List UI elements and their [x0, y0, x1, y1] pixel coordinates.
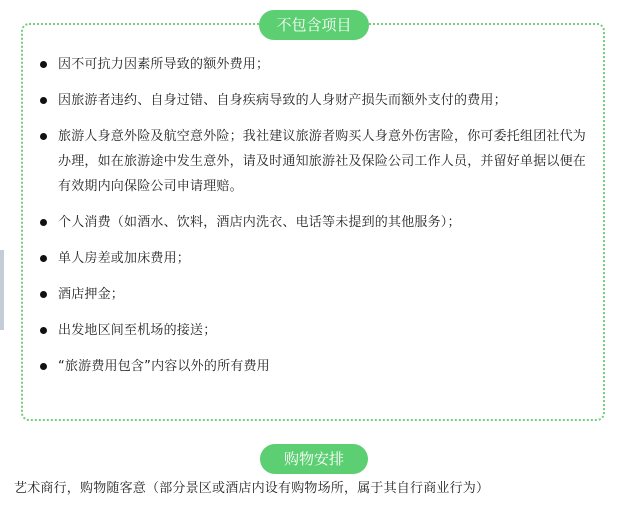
- list-item: [38, 210, 598, 235]
- shopping-arrangement-text: 艺术商行，购物随客意（部分景区或酒店内设有购物场所，属于其自行商业行为）: [14, 481, 490, 496]
- bullet-icon: [40, 133, 47, 140]
- shopping-arrangement-title: 购物安排: [260, 444, 368, 474]
- list-item: [38, 124, 598, 199]
- excluded-items-title: 不包含项目: [259, 10, 369, 40]
- excluded-items-list: [38, 52, 598, 390]
- list-item-text: 因不可抗力因素所导致的额外费用；: [58, 57, 270, 72]
- list-item-text: 旅游人身意外险及航空意外险；我社建议旅游者购买人身意外伤害险，你可委托组团社代为办理，如在旅游途中发生意外，请及时通知旅游社及保险公司工作人员，并留好单据以便在有效期内向保险公司申请理赔。: [58, 129, 587, 194]
- list-item: [38, 52, 598, 77]
- bullet-icon: [40, 363, 47, 370]
- list-item: [38, 282, 598, 307]
- list-item: [38, 88, 598, 113]
- list-item-text: 因旅游者违约、自身过错、自身疾病导致的人身财产损失而额外支付的费用；: [58, 93, 507, 108]
- bullet-icon: [40, 291, 47, 298]
- list-item-text: 单人房差或加床费用；: [58, 251, 191, 266]
- list-item: [38, 318, 598, 343]
- bullet-icon: [40, 255, 47, 262]
- bullet-icon: [40, 327, 47, 334]
- bullet-icon: [40, 61, 47, 68]
- list-item-text: 出发地区间至机场的接送；: [58, 323, 217, 338]
- list-item: [38, 246, 598, 271]
- bullet-icon: [40, 219, 47, 226]
- list-item-text: 酒店押金；: [58, 287, 125, 302]
- window-left-edge: [0, 0, 4, 506]
- list-item-text: “旅游费用包含”内容以外的所有费用: [58, 359, 270, 374]
- list-item: [38, 354, 598, 379]
- list-item-text: 个人消费（如酒水、饮料，酒店内洗衣、电话等未提到的其他服务）；: [58, 215, 461, 230]
- bullet-icon: [40, 97, 47, 104]
